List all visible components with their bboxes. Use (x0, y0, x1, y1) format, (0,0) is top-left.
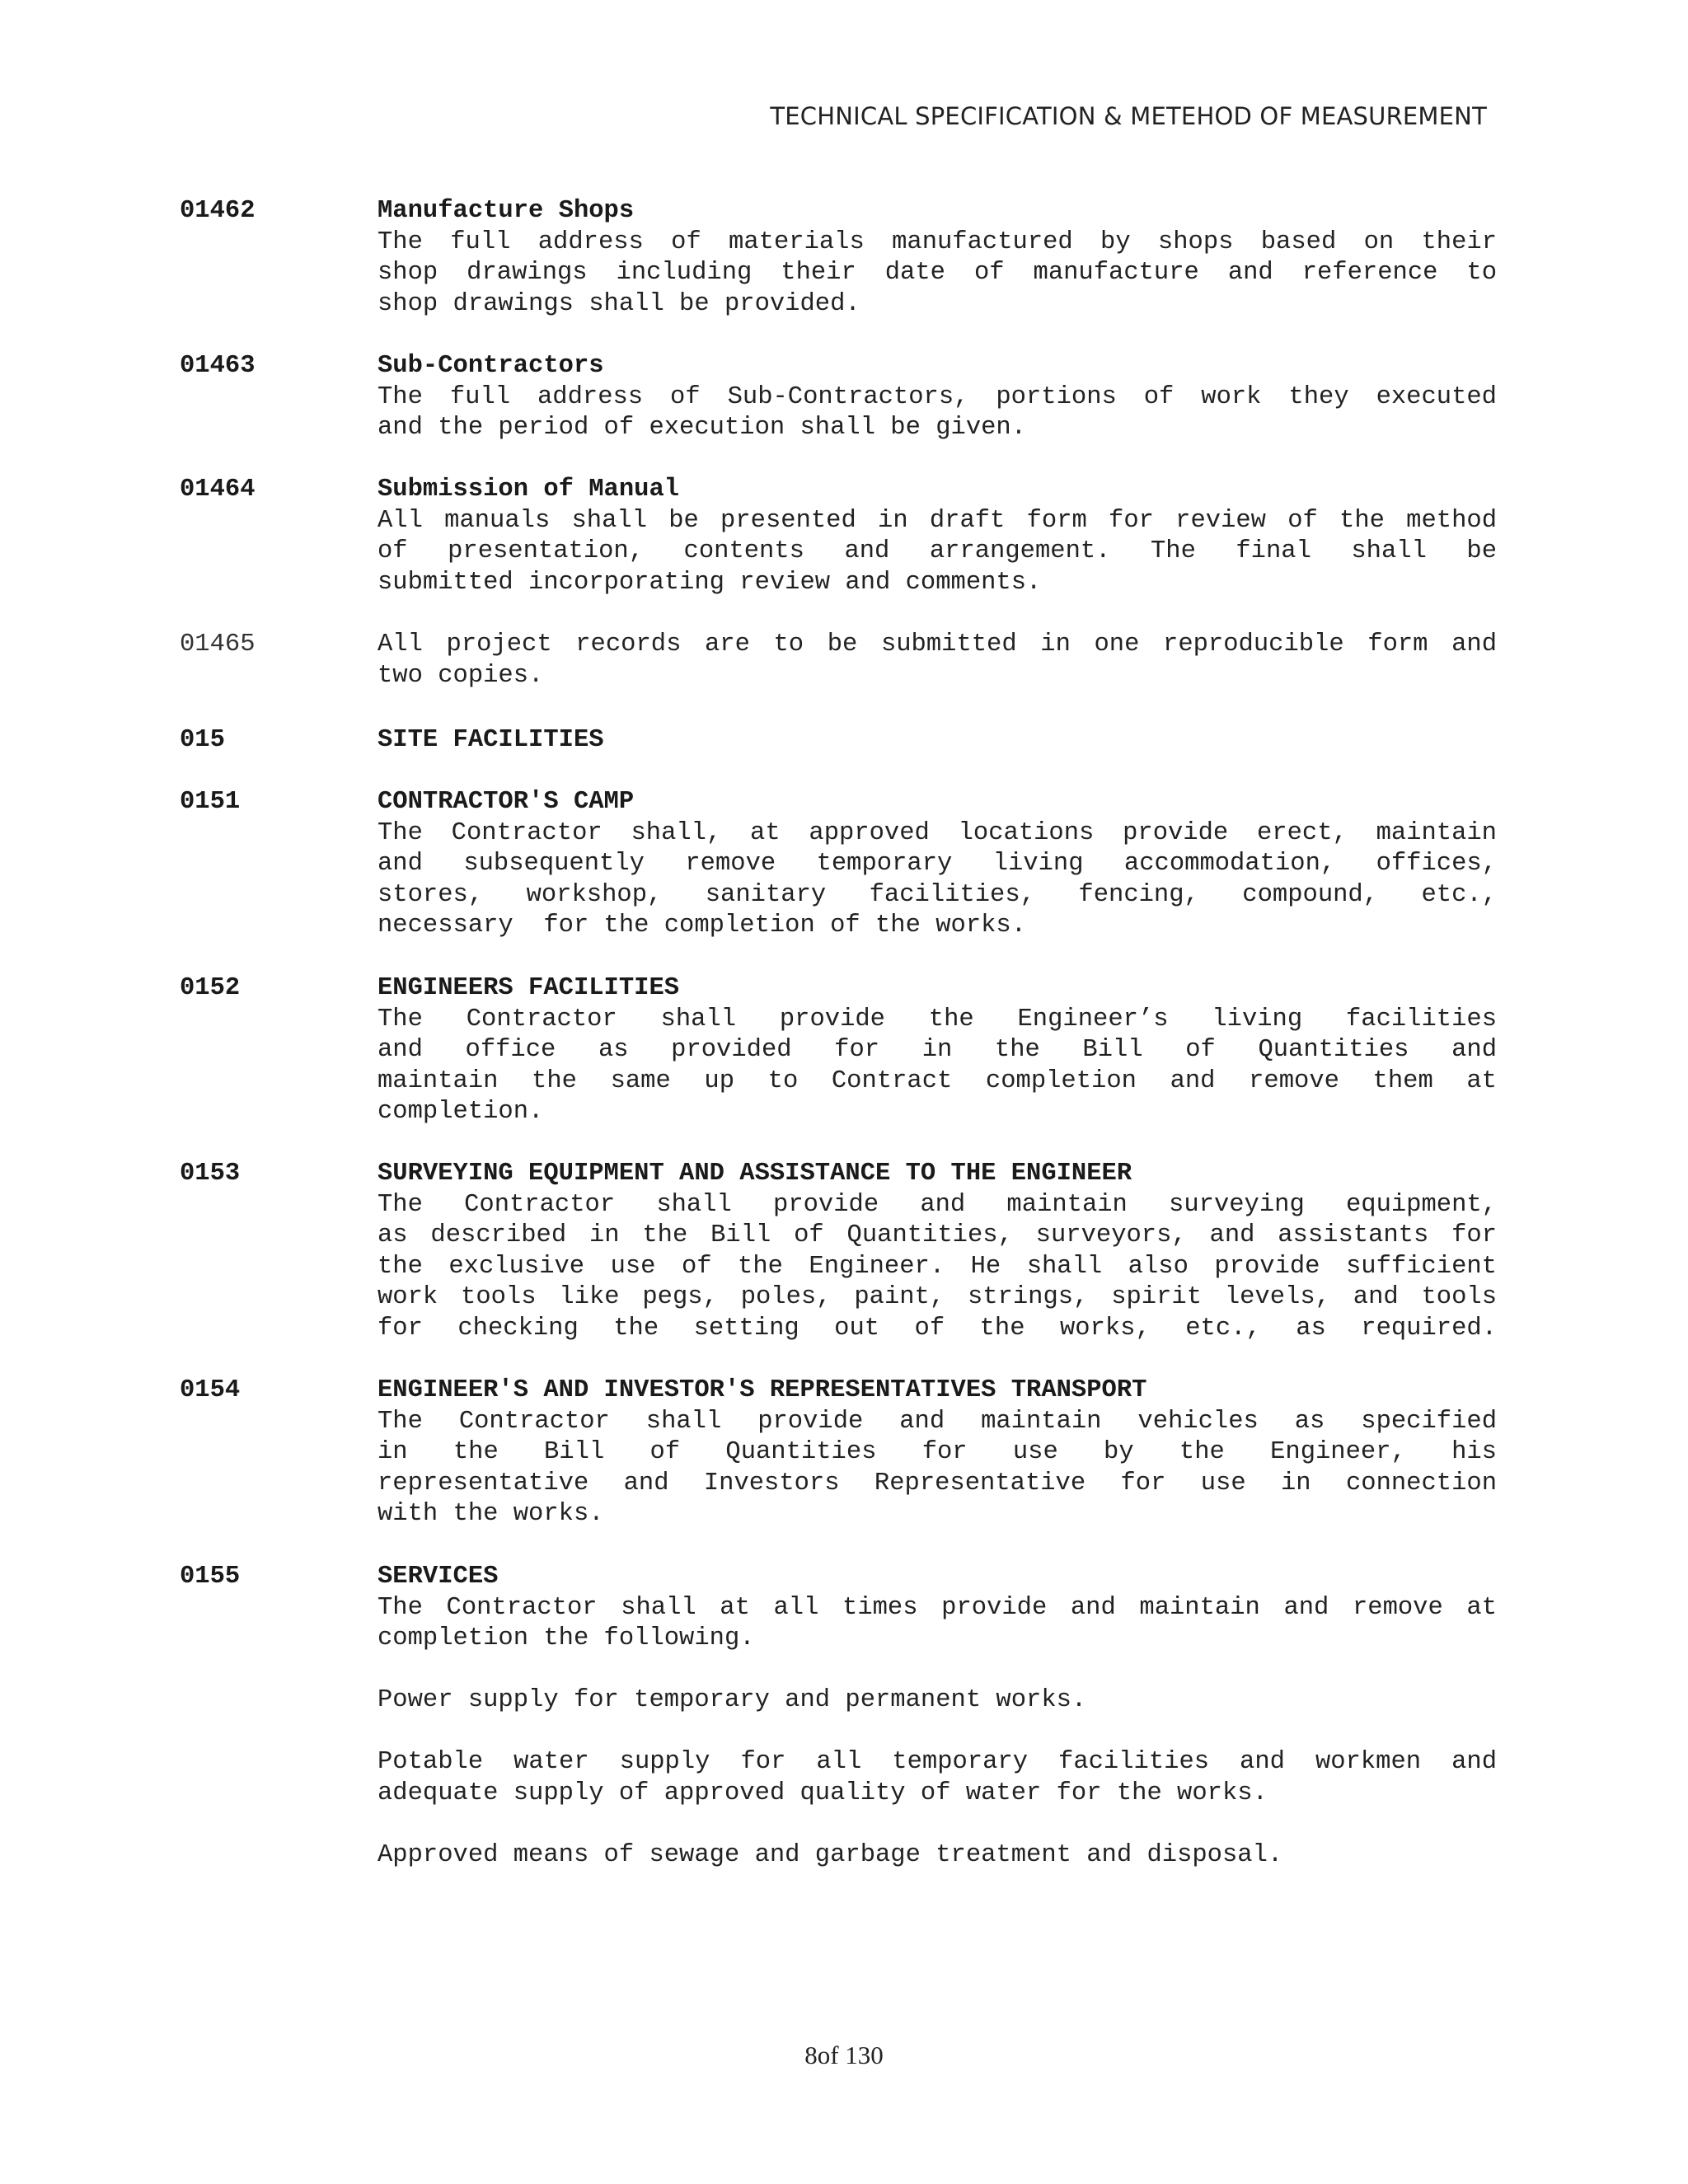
services-item-water (377, 1747, 1497, 1809)
section-body (377, 1407, 1497, 1530)
body-line: two copies. (377, 661, 544, 690)
body-line: maintain the same up to Contract completion and remove them at (377, 1066, 1497, 1095)
section-body (377, 1005, 1497, 1128)
section-title: Manufacture Shops (377, 197, 635, 225)
body-line: Power supply for temporary and permanent works. (377, 1686, 1087, 1714)
body-line: stores, workshop, sanitary facilities, fencing, compound, etc., (377, 880, 1497, 909)
section-code: 015 (180, 726, 225, 754)
body-line: and subsequently remove temporary living accommodation, offices, (377, 850, 1497, 878)
body-line: The Contractor shall provide and maintain surveying equipment, (377, 1190, 1497, 1219)
section-code: 0153 (180, 1160, 241, 1188)
section-body (377, 1190, 1497, 1345)
section-code: 0154 (180, 1376, 241, 1404)
section-body (377, 630, 1497, 691)
body-line: The full address of materials manufactured by shops based on their (377, 227, 1497, 256)
body-line: adequate supply of approved quality of water for the works. (377, 1779, 1268, 1807)
body-line: and the period of execution shall be given. (377, 414, 1027, 442)
body-line: representative and Investors Representative for use in connection (377, 1469, 1497, 1497)
body-line: Approved means of sewage and garbage treatment and disposal. (377, 1840, 1283, 1869)
services-item-power (377, 1685, 1497, 1717)
section-content (377, 1159, 1497, 1344)
services-item-sewage (377, 1840, 1497, 1872)
body-line: for checking the setting out of the works, etc., as required. (377, 1314, 1497, 1343)
body-line: The Contractor shall, at approved locations provide erect, maintain (377, 818, 1497, 847)
section-code: 01462 (180, 197, 256, 225)
section-content (377, 725, 1497, 757)
section-content (377, 1562, 1497, 1871)
body-line: of presentation, contents and arrangement. The final shall be (377, 537, 1497, 565)
body-line: with the works. (377, 1500, 604, 1528)
body-line: submitted incorporating review and comments. (377, 568, 1042, 597)
body-line: the exclusive use of the Engineer. He shall also provide sufficient (377, 1252, 1497, 1281)
body-line: shop drawings shall be provided. (377, 289, 860, 318)
body-line: work tools like pegs, poles, paint, strings, spirit levels, and tools (377, 1283, 1497, 1311)
section-code: 0155 (180, 1563, 241, 1591)
section-title: CONTRACTOR'S CAMP (377, 788, 635, 816)
section-title: ENGINEERS FACILITIES (377, 974, 680, 1002)
section-title: Submission of Manual (377, 476, 680, 504)
section-code: 01464 (180, 476, 256, 504)
body-line: completion the following. (377, 1624, 755, 1652)
section-content (377, 1376, 1497, 1530)
section-content (377, 351, 1497, 444)
section-code: 01463 (180, 352, 256, 380)
section-content (377, 973, 1497, 1128)
body-line: Potable water supply for all temporary facilities and workmen and (377, 1748, 1497, 1776)
body-line: The Contractor shall provide and maintain vehicles as specified (377, 1407, 1497, 1436)
body-line: as described in the Bill of Quantities, surveyors, and assistants for (377, 1221, 1497, 1249)
body-line: shop drawings including their date of manufacture and reference to (377, 259, 1497, 287)
body-line: All project records are to be submitted in one reproducible form and (377, 630, 1497, 658)
section-content (377, 630, 1497, 691)
section-code: 0152 (180, 974, 241, 1002)
section-title: Sub-Contractors (377, 352, 604, 380)
section-code: 01465 (180, 630, 256, 658)
section-body (377, 818, 1497, 942)
section-title: SURVEYING EQUIPMENT AND ASSISTANCE TO THE ENGINEER (377, 1160, 1132, 1188)
section-body (377, 382, 1497, 444)
section-content (377, 787, 1497, 942)
body-line: and office as provided for in the Bill of Quantities and (377, 1036, 1497, 1064)
page-number: 8of 130 (804, 2041, 884, 2069)
section-body (377, 506, 1497, 599)
section-title: SERVICES (377, 1563, 499, 1591)
section-title: SITE FACILITIES (377, 726, 604, 754)
section-content (377, 196, 1497, 320)
body-line: completion. (377, 1098, 544, 1126)
page-header-title: TECHNICAL SPECIFICATION & METEHOD OF MEASUREMENT (770, 102, 1487, 130)
body-line: The full address of Sub-Contractors, portions of work they executed (377, 382, 1497, 411)
body-line: in the Bill of Quantities for use by the Engineer, his (377, 1438, 1497, 1466)
section-code: 0151 (180, 788, 241, 816)
section-body (377, 1593, 1497, 1655)
section-body (377, 227, 1497, 321)
body-line: All manuals shall be presented in draft form for review of the method (377, 506, 1497, 535)
body-line: necessary for the completion of the works. (377, 912, 1027, 940)
body-line: The Contractor shall at all times provide and maintain and remove at (377, 1593, 1497, 1622)
section-title: ENGINEER'S AND INVESTOR'S REPRESENTATIVES TRANSPORT (377, 1376, 1147, 1404)
body-line: The Contractor shall provide the Engineer’s living facilities (377, 1005, 1497, 1033)
section-content (377, 475, 1497, 598)
